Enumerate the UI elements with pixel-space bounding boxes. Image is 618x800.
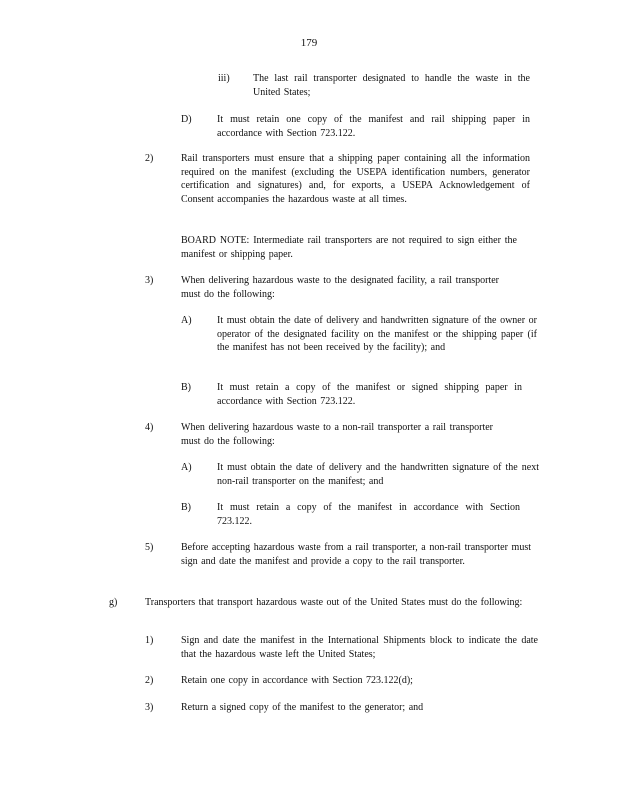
paragraph-label: D) bbox=[181, 114, 192, 125]
paragraph-label: 3) bbox=[145, 702, 154, 713]
paragraph-text: The last rail transporter designated to handle the waste in the United States; bbox=[253, 73, 530, 98]
paragraph-label: 3) bbox=[145, 275, 154, 286]
paragraph-text: BOARD NOTE: Intermediate rail transporters are not required to sign either the manifest or shipping paper. bbox=[181, 235, 517, 260]
paragraph-text: It must obtain the date of delivery and the handwritten signature of the next non-rail transporter on the manifest; and bbox=[217, 462, 539, 487]
paragraph-label: 2) bbox=[145, 675, 154, 686]
paragraph-label: B) bbox=[181, 502, 191, 513]
paragraph-text: Transporters that transport hazardous waste out of the United States must do the following: bbox=[145, 597, 523, 608]
paragraph-label: 5) bbox=[145, 542, 154, 553]
paragraph-label: B) bbox=[181, 382, 191, 393]
paragraph-text: It must retain one copy of the manifest and rail shipping paper in accordance with Section 723.122. bbox=[217, 114, 530, 139]
paragraph-text: It must obtain the date of delivery and handwritten signature of the owner or operator of the designated facility on the manifest or the shipping paper (if the manifest has not been received by the facility); and bbox=[217, 315, 537, 354]
paragraph-text: Return a signed copy of the manifest to the generator; and bbox=[181, 702, 424, 713]
paragraph-label: 1) bbox=[145, 635, 154, 646]
paragraph-text: Sign and date the manifest in the International Shipments block to indicate the date that the hazardous waste left the United States; bbox=[181, 635, 538, 660]
paragraph-label: g) bbox=[109, 597, 118, 608]
paragraph-label: A) bbox=[181, 315, 192, 326]
paragraph-label: 2) bbox=[145, 153, 154, 164]
page-number: 179 bbox=[300, 37, 318, 49]
paragraph-text: When delivering hazardous waste to a non-rail transporter a rail transporter must do the following: bbox=[181, 422, 493, 447]
paragraph-text: It must retain a copy of the manifest in accordance with Section 723.122. bbox=[217, 502, 520, 527]
paragraph-label: A) bbox=[181, 462, 192, 473]
paragraph-label: 4) bbox=[145, 422, 154, 433]
paragraph-text: When delivering hazardous waste to the designated facility, a rail transporter must do the following: bbox=[181, 275, 499, 300]
paragraph-label: iii) bbox=[218, 73, 230, 84]
paragraph-text: Before accepting hazardous waste from a rail transporter, a non-rail transporter must sign and date the manifest and provide a copy to the rail transporter. bbox=[181, 542, 531, 567]
paragraph-text: It must retain a copy of the manifest or signed shipping paper in accordance with Section 723.122. bbox=[217, 382, 522, 407]
paragraph-text: Rail transporters must ensure that a shipping paper containing all the information required on the manifest (excluding the USEPA identification numbers, generator certification and signatures) and, for exports, a USEPA Acknowledgement of Consent accompanies the hazardous waste at all times. bbox=[181, 153, 530, 205]
paragraph-text: Retain one copy in accordance with Section 723.122(d); bbox=[181, 675, 413, 686]
